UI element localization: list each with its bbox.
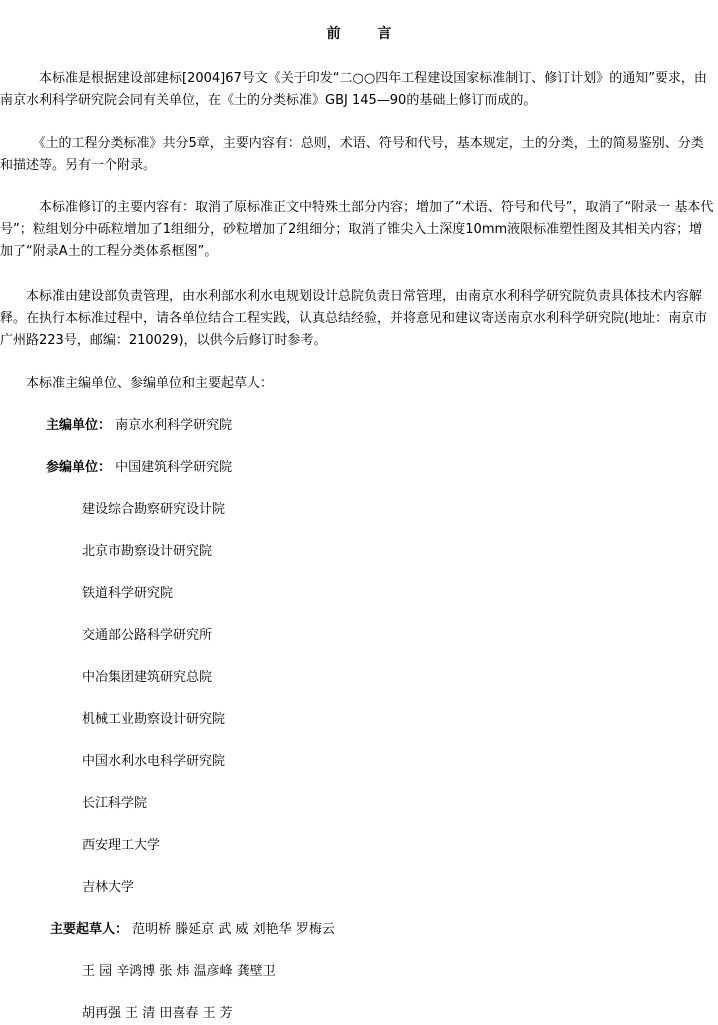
participating-unit: 吉林大学 (82, 880, 135, 895)
paragraph-3: 本标准修订的主要内容有：取消了原标准正文中特殊土部分内容；增加了“术语、符号和代号”，取消了“附录一 基本代号”；粒组划分中砾粒增加了1组细分，砂粒增加了2组细分；取消了锥尖入土深度10mm液限标准塑性图及其相关内容；增加了“附录A土的工程分类体系框图”。 (0, 200, 714, 259)
participating-unit: 交通部公路科学研究所 (82, 628, 213, 643)
participating-unit: 中冶集团建筑研究总院 (82, 670, 213, 685)
participating-unit: 铁道科学研究院 (82, 586, 174, 601)
drafters-label: 主要起草人： (50, 922, 129, 937)
participating-unit: 西安理工大学 (82, 838, 161, 853)
paragraph-5: 本标准主编单位、参编单位和主要起草人： (0, 376, 274, 391)
participating-unit: 中国水利水电科学研究院 (82, 754, 226, 769)
drafters-line-1: 范明桥 滕延京 武 威 刘艳华 罗梅云 (132, 922, 335, 937)
chief-unit-value: 南京水利科学研究院 (115, 418, 233, 433)
page-title: 前 言 (326, 26, 408, 42)
chief-unit-label: 主编单位： (46, 418, 112, 433)
chief-unit-row (46, 415, 232, 437)
drafters-line-3: 胡再强 王 清 田喜春 王 芳 (82, 1006, 233, 1021)
drafters-line-2: 王 园 辛鸿博 张 炜 温彦峰 龚壁卫 (82, 964, 276, 979)
participating-unit: 机械工业勘察设计研究院 (82, 712, 226, 727)
participating-units-row (46, 457, 232, 479)
drafters-row (50, 919, 335, 941)
participating-unit: 北京市勘察设计研究院 (82, 544, 213, 559)
participating-unit-first: 中国建筑科学研究院 (115, 460, 233, 475)
paragraph-2: 《土的工程分类标准》共分5章，主要内容有：总则，术语、符号和代号，基本规定，土的分类，土的简易鉴别、分类和描述等。另有一个附录。 (0, 136, 704, 173)
paragraph-4: 本标准由建设部负责管理，由水利部水利水电规划设计总院负责日常管理，由南京水利科学研究院负责具体技术内容解释。在执行本标准过程中，请各单位结合工程实践，认真总结经验，并将意见和建议寄送南京水利科学研究院(地址：南京市广州路223号，邮编：210029)，以供今后修订时参考。 (0, 289, 708, 348)
paragraph-1: 本标准是根据建设部建标[2004]67号文《关于印发“二○○四年工程建设国家标准制订、修订计划》的通知”要求，由南京水利科学研究院会同有关单位，在《土的分类标准》GBJ 145—90的基础上修订而成的。 (0, 71, 707, 108)
participating-unit: 建设综合勘察研究设计院 (82, 502, 226, 517)
participating-unit: 长江科学院 (82, 796, 148, 811)
participating-units-label: 参编单位： (46, 460, 112, 475)
